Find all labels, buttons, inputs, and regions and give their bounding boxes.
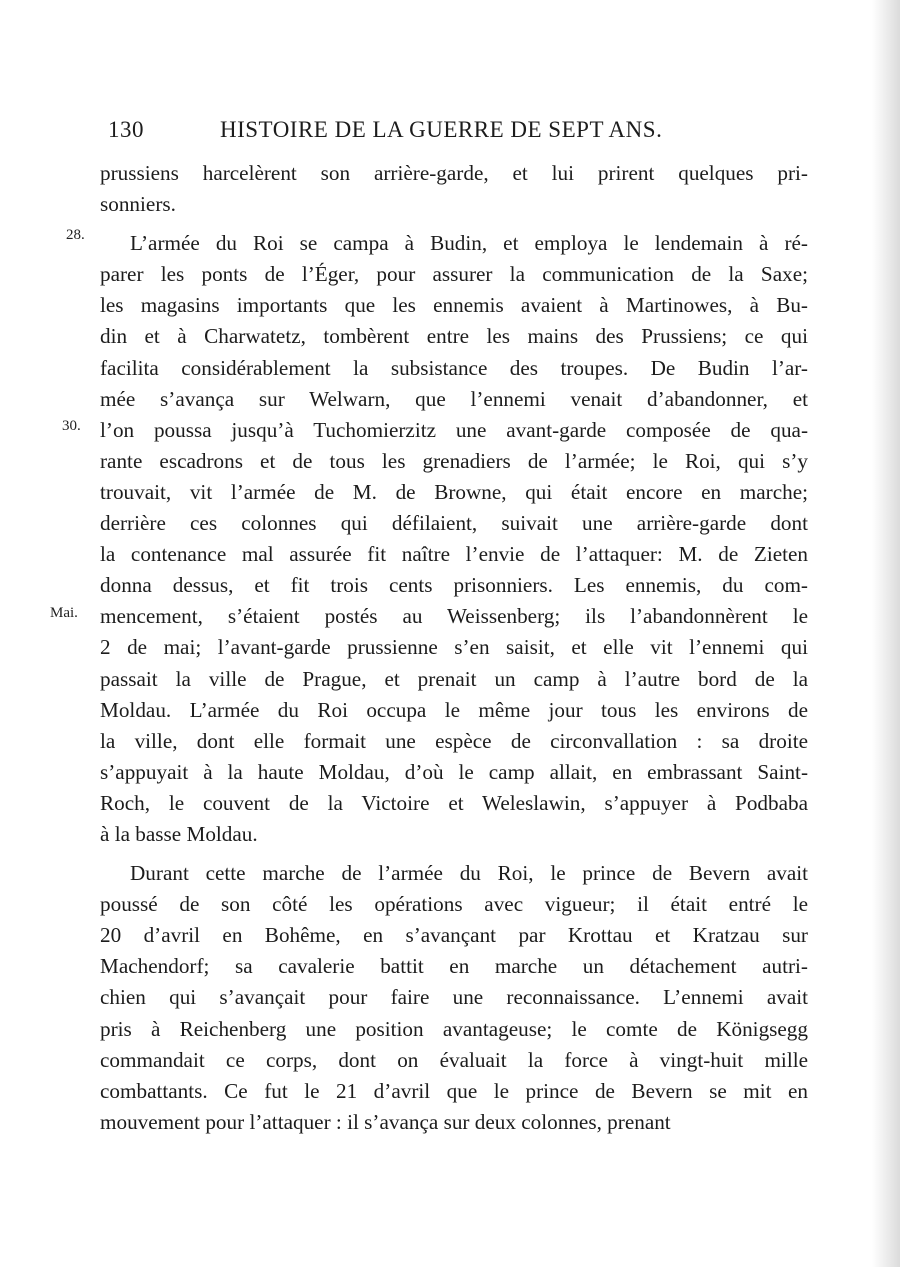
margin-note-date: 30. (62, 418, 81, 434)
text-line: 20 d’avril en Bohême, en s’avançant par Krottau et Kratzau sur (100, 923, 808, 948)
text-line: s’appuyait à la haute Moldau, d’où le camp allait, en embrassant Saint- (100, 759, 808, 784)
text-line: passait la ville de Prague, et prenait un camp à l’autre bord de la (100, 666, 808, 691)
text-line: Durant cette marche de l’armée du Roi, le prince de Bevern avait (130, 861, 808, 886)
text-line: donna dessus, et fit trois cents prisonniers. Les ennemis, du com- (100, 573, 808, 598)
text-line: parer les ponts de l’Éger, pour assurer la communication de la Saxe; (100, 262, 808, 287)
text-line: mée s’avança sur Welwarn, que l’ennemi venait d’abandonner, et (100, 386, 808, 411)
text-line: 2 de mai; l’avant-garde prussienne s’en saisit, et elle vit l’ennemi qui (100, 635, 808, 660)
margin-note-date: 28. (66, 227, 85, 243)
text-line: Roch, le couvent de la Victoire et Weleslawin, s’appuyer à Podbaba (100, 790, 808, 815)
text-line: commandait ce corps, dont on évaluait la force à vingt-huit mille (100, 1047, 808, 1072)
text-line: mouvement pour l’attaquer : il s’avança sur deux colonnes, prenant (100, 1109, 671, 1134)
page-edge-shadow (872, 0, 900, 1267)
paragraph (100, 228, 808, 850)
text-line: din et à Charwatetz, tombèrent entre les mains des Prussiens; ce qui (100, 324, 808, 349)
text-line: derrière ces colonnes qui défilaient, suivait une arrière-garde dont (100, 511, 808, 536)
text-line: mencement, s’étaient postés au Weissenberg; ils l’abandonnèrent le (100, 604, 808, 629)
paragraph (100, 158, 808, 220)
text-line: rante escadrons et de tous les grenadiers de l’armée; le Roi, qui s’y (100, 448, 808, 473)
text-line: pris à Reichenberg une position avantageuse; le comte de Königsegg (100, 1016, 808, 1041)
text-line: L’armée du Roi se campa à Budin, et employa le lendemain à ré- (130, 231, 808, 256)
text-line: les magasins importants que les ennemis avaient à Martinowes, à Bu- (100, 293, 808, 318)
text-line: poussé de son côté les opérations avec vigueur; il était entré le (100, 892, 808, 917)
text-line: la ville, dont elle formait une espèce de circonvallation : sa droite (100, 728, 808, 753)
text-line: trouvait, vit l’armée de M. de Browne, qui était encore en marche; (100, 479, 808, 504)
text-line: sonniers. (100, 192, 176, 217)
paragraph (100, 858, 808, 1138)
margin-note-month: Mai. (50, 605, 78, 621)
text-line: la contenance mal assurée fit naître l’envie de l’attaquer: M. de Zieten (100, 542, 808, 567)
text-line: l’on poussa jusqu’à Tuchomierzitz une avant-garde composée de qua- (100, 417, 808, 442)
page-number: 130 (108, 117, 144, 142)
text-line: à la basse Moldau. (100, 821, 258, 846)
text-line: Moldau. L’armée du Roi occupa le même jour tous les environs de (100, 697, 808, 722)
text-line: Machendorf; sa cavalerie battit en marche un détachement autri- (100, 954, 808, 979)
text-line: prussiens harcelèrent son arrière-garde, et lui prirent quelques pri- (100, 161, 808, 185)
text-line: combattants. Ce fut le 21 d’avril que le prince de Bevern se mit en (100, 1078, 808, 1103)
running-title: HISTOIRE DE LA GUERRE DE SEPT ANS. (220, 117, 663, 142)
body-text (100, 158, 808, 1138)
text-line: chien qui s’avançait pour faire une reconnaissance. L’ennemi avait (100, 985, 808, 1010)
text-line: facilita considérablement la subsistance des troupes. De Budin l’ar- (100, 355, 808, 380)
